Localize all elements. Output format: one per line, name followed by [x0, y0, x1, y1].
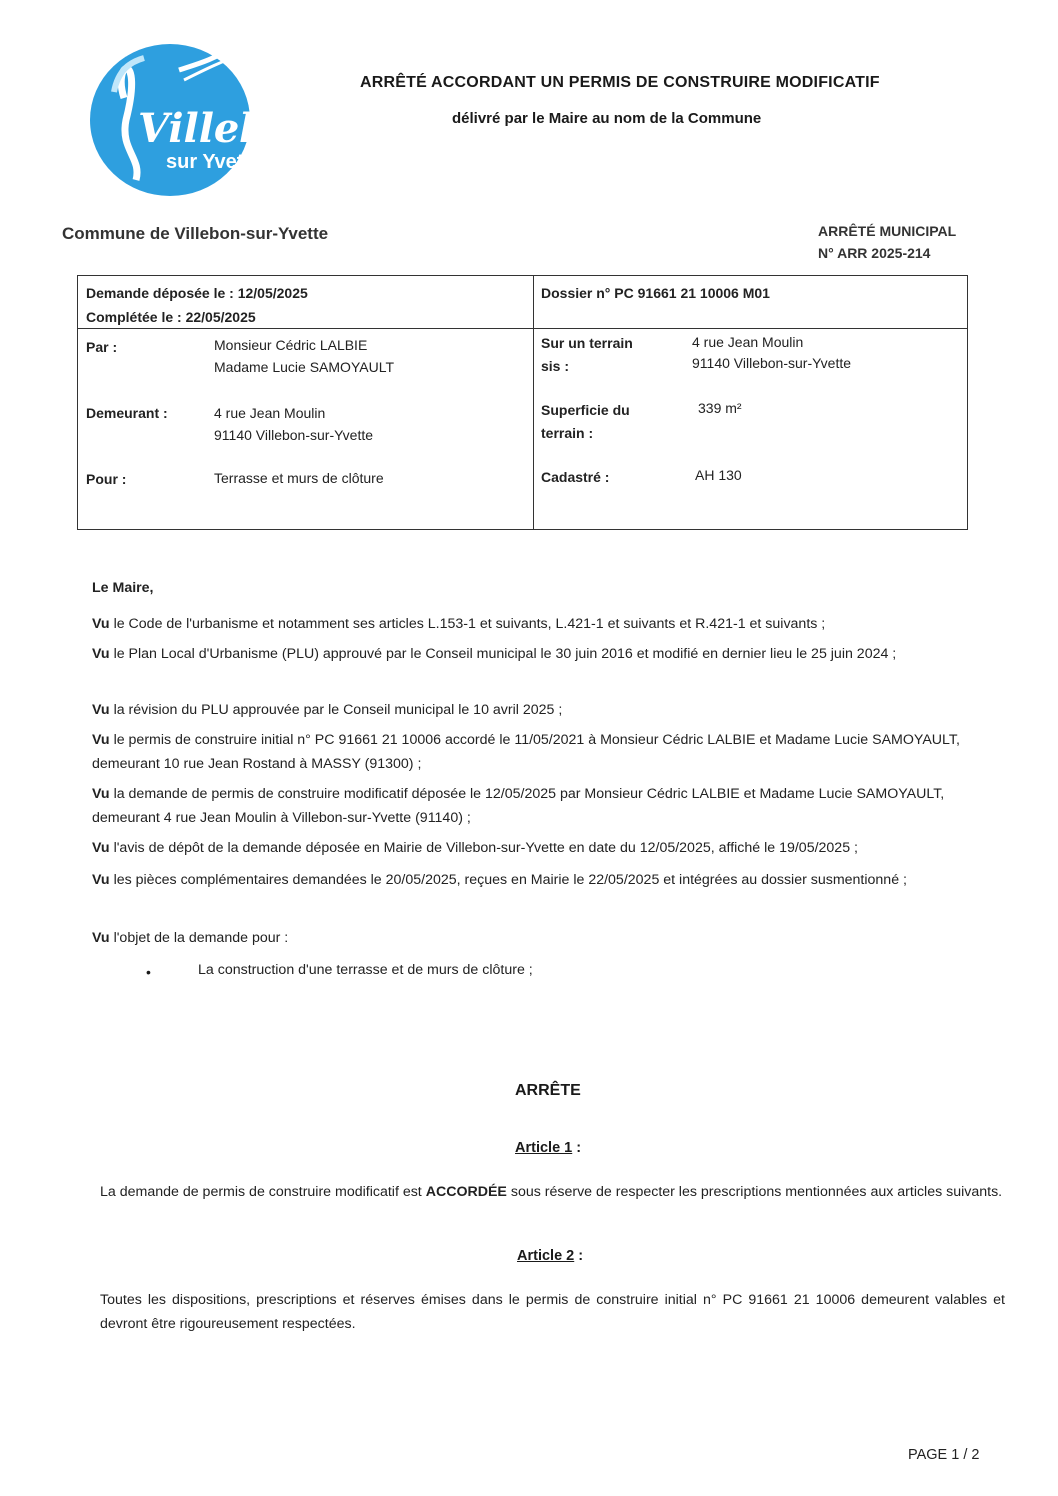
arrete-label: ARRÊTÉ MUNICIPAL — [818, 223, 957, 239]
vu-text-3: la révision du PLU approuvée par le Conseil municipal le 10 avril 2025 ; — [113, 702, 563, 718]
bullet-icon: • — [146, 964, 151, 980]
vu-text-5: la demande de permis de construire modificatif déposée le 12/05/2025 par Monsieur Cédric LALBIE et Madame Lucie SAMOYAULT, demeurant 4 rue Jean Moulin à Villebon-sur-Yvette (91140) ; — [92, 786, 945, 826]
arrete-reference — [818, 220, 956, 264]
vu-word: Vu — [92, 872, 110, 888]
vu-text-8: l'objet de la demande pour : — [113, 930, 289, 946]
article-1-text — [100, 1180, 1005, 1204]
vu-paragraph-3 — [92, 698, 992, 722]
villebon-logo — [84, 40, 324, 196]
vu-paragraph-5 — [92, 782, 992, 830]
vu-text-2: le Plan Local d'Urbanisme (PLU) approuvé par le Conseil municipal le 30 juin 2016 et modifié en dernier lieu le 25 juin 2024 ; — [113, 646, 897, 662]
bullet-text: La construction d'une terrasse et de murs de clôture ; — [198, 962, 533, 978]
article-1-label: Article 1 — [515, 1140, 573, 1156]
vu-word: Vu — [92, 616, 110, 632]
document-subtitle: délivré par le Maire au nom de la Commune — [452, 110, 762, 127]
superficie-label-2: terrain : — [541, 425, 594, 441]
demande-deposee: Demande déposée le : 12/05/2025 — [86, 285, 308, 301]
article-1-accordee: ACCORDÉE — [425, 1184, 507, 1200]
article-1-text-b: sous réserve de respecter les prescriptions mentionnées aux articles suivants. — [506, 1184, 1003, 1200]
vu-text-6: l'avis de dépôt de la demande déposée en Mairie de Villebon-sur-Yvette en date du 12/05/2025, affiché le 19/05/2025 ; — [113, 840, 858, 856]
vu-text-4: le permis de construire initial n° PC 91661 21 10006 accordé le 11/05/2021 à Monsieur Cédric LALBIE et Madame Lucie SAMOYAULT, demeurant 10 rue Jean Rostand à MASSY (91300) ; — [92, 732, 960, 772]
par-label: Par : — [86, 339, 118, 355]
le-maire: Le Maire, — [92, 580, 154, 596]
page-number: PAGE 1 / 2 — [908, 1447, 980, 1463]
table-divider-horizontal — [78, 328, 967, 329]
demeurant-value-1: 4 rue Jean Moulin — [214, 405, 326, 421]
par-value-1: Monsieur Cédric LALBIE — [214, 337, 368, 353]
vu-word: Vu — [92, 702, 110, 718]
article-1-text-a: La demande de permis de construire modificatif est — [100, 1184, 426, 1200]
vu-paragraph-4 — [92, 728, 992, 776]
superficie-label-1: Superficie du — [541, 402, 630, 418]
vu-paragraph-7 — [92, 868, 992, 892]
vu-text-7: les pièces complémentaires demandées le 20/05/2025, reçues en Mairie le 22/05/2025 et intégrées au dossier susmentionné ; — [113, 872, 907, 888]
vu-word: Vu — [92, 786, 110, 802]
article-1-colon: : — [572, 1140, 582, 1156]
pour-label: Pour : — [86, 471, 127, 487]
terrain-label-1: Sur un terrain — [541, 335, 633, 351]
dossier-number: Dossier n° PC 91661 21 10006 M01 — [541, 285, 770, 301]
document-title: ARRÊTÉ ACCORDANT UN PERMIS DE CONSTRUIRE MODIFICATIF — [360, 74, 880, 91]
article-2-title — [517, 1248, 583, 1264]
article-1-title — [515, 1140, 581, 1156]
terrain-label-2: sis : — [541, 358, 570, 374]
table-divider-vertical — [533, 276, 534, 529]
article-2-colon: : — [574, 1248, 584, 1264]
cadastre-label: Cadastré : — [541, 469, 610, 485]
vu-paragraph-6 — [92, 836, 992, 860]
arrete-heading: ARRÊTE — [515, 1082, 581, 1099]
vu-paragraph-8 — [92, 926, 992, 950]
logo-text-main: Villebon — [138, 105, 324, 152]
vu-paragraph-2 — [92, 642, 992, 666]
terrain-value-2: 91140 Villebon-sur-Yvette — [692, 355, 852, 371]
vu-word: Vu — [92, 930, 110, 946]
cadastre-value: AH 130 — [695, 467, 742, 483]
logo-text-sub: sur Yvette — [166, 151, 262, 173]
article-2-text: Toutes les dispositions, prescriptions et réserves émises dans le permis de construire initial n° PC 91661 21 10006 demeurent valables et devront être rigoureusement respectées. — [100, 1292, 1005, 1332]
vu-word: Vu — [92, 840, 110, 856]
commune-name: Commune de Villebon-sur-Yvette — [62, 224, 329, 243]
completee-date: Complétée le : 22/05/2025 — [86, 309, 256, 325]
terrain-value-1: 4 rue Jean Moulin — [692, 334, 804, 350]
article-2-label: Article 2 — [517, 1248, 575, 1264]
demeurant-label: Demeurant : — [86, 405, 168, 421]
par-value-2: Madame Lucie SAMOYAULT — [214, 359, 394, 375]
superficie-value: 339 m² — [698, 400, 742, 416]
permit-info-table — [77, 275, 968, 530]
demeurant-value-2: 91140 Villebon-sur-Yvette — [214, 427, 374, 443]
vu-word: Vu — [92, 646, 110, 662]
vu-word: Vu — [92, 732, 110, 748]
arrete-number: N° ARR 2025-214 — [818, 245, 931, 261]
pour-value: Terrasse et murs de clôture — [214, 470, 384, 486]
vu-text-1: le Code de l'urbanisme et notamment ses articles L.153-1 et suivants, L.421-1 et suivants et R.421-1 et suivants ; — [113, 616, 826, 632]
vu-paragraph-1 — [92, 612, 992, 636]
